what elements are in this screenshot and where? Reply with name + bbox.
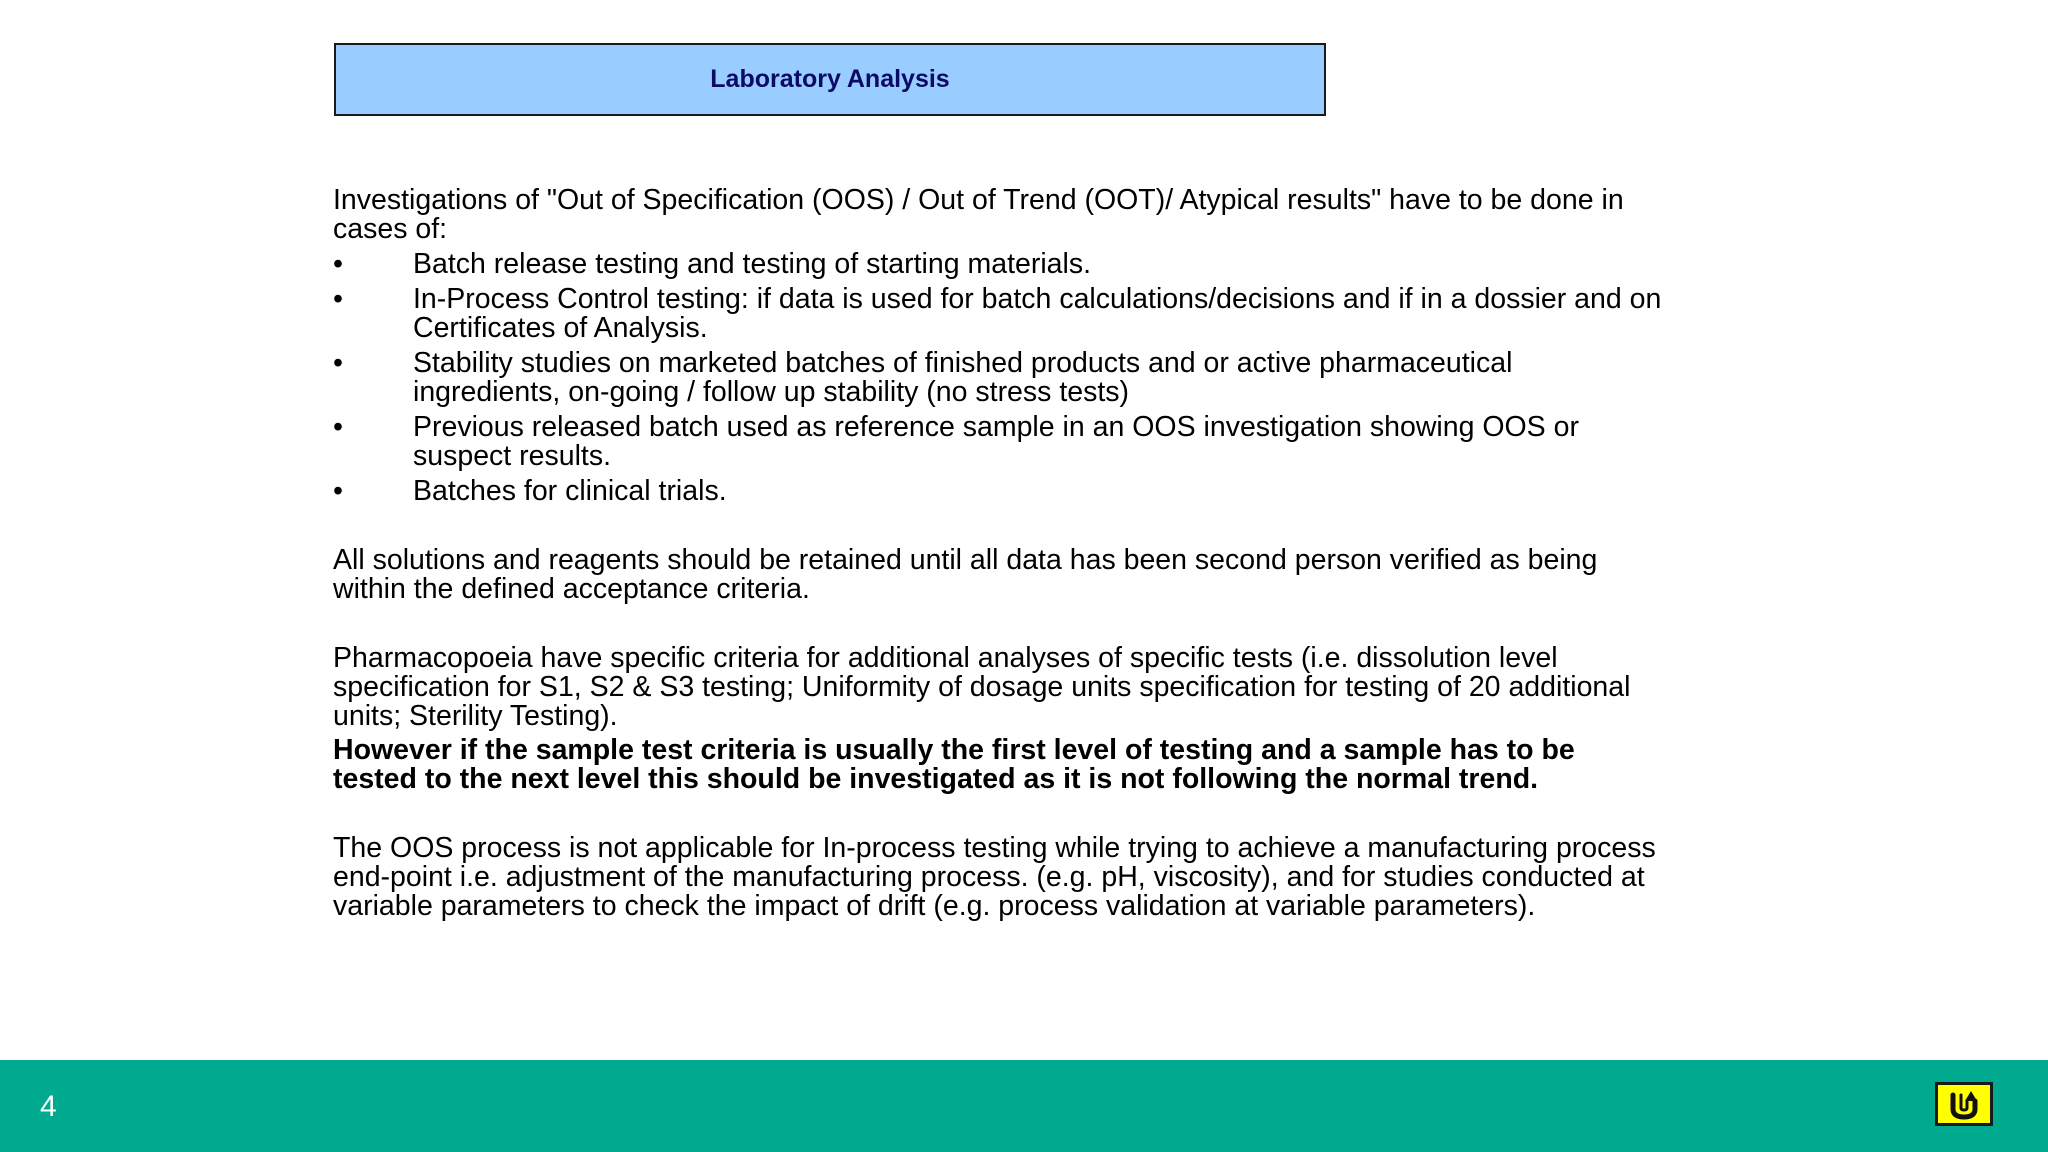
list-item-text: Batch release testing and testing of starting materials. bbox=[413, 248, 1092, 280]
title-box bbox=[334, 43, 1326, 116]
list-item-text: Batches for clinical trials. bbox=[413, 475, 727, 507]
bullet-icon: • bbox=[333, 347, 343, 379]
bullet-icon: • bbox=[333, 411, 343, 443]
bullet-icon: • bbox=[333, 248, 343, 280]
oos-process-paragraph: The OOS process is not applicable for In-process testing while trying to achieve a manufacturing process end-point i.e. adjustment of the manufacturing process. (e.g. pH, viscosity), and for studies conducted at variable parameters to check the impact of drift (e.g. process validation at variable parameters). bbox=[333, 832, 1656, 922]
page-number: 4 bbox=[40, 1090, 57, 1123]
bullet-icon: • bbox=[333, 283, 343, 315]
slide-title: Laboratory Analysis bbox=[710, 65, 950, 93]
list-item bbox=[333, 349, 1663, 407]
pharmacopoeia-paragraph: Pharmacopoeia have specific criteria for additional analyses of specific tests (i.e. dissolution level specification for S1, S2 & S3 testing; Uniformity of dosage units specification for testing of 20 additional units; Sterility Testing). bbox=[333, 642, 1631, 732]
return-button[interactable] bbox=[1935, 1082, 1993, 1126]
slide-content bbox=[333, 186, 1663, 921]
bullet-icon: • bbox=[333, 475, 343, 507]
u-turn-return-icon bbox=[1944, 1087, 1984, 1121]
spacer bbox=[333, 794, 1663, 834]
list-item bbox=[333, 477, 1663, 506]
list-item-text: In-Process Control testing: if data is used for batch calculations/decisions and if in a dossier and on Certificates of Analysis. bbox=[413, 283, 1662, 344]
list-item bbox=[333, 250, 1663, 279]
list-item-text: Previous released batch used as reference sample in an OOS investigation showing OOS or suspect results. bbox=[413, 411, 1579, 472]
case-list bbox=[333, 250, 1663, 506]
bold-note-paragraph: However if the sample test criteria is usually the first level of testing and a sample has to be tested to the next level this should be investigated as it is not following the normal trend. bbox=[333, 734, 1575, 795]
retention-paragraph: All solutions and reagents should be retained until all data has been second person verified as being within the defined acceptance criteria. bbox=[333, 544, 1598, 605]
spacer bbox=[333, 506, 1663, 546]
list-item bbox=[333, 285, 1663, 343]
footer-bar bbox=[0, 1060, 2048, 1152]
spacer bbox=[333, 604, 1663, 644]
intro-paragraph: Investigations of "Out of Specification (OOS) / Out of Trend (OOT)/ Atypical results" have to be done in cases of: bbox=[333, 184, 1624, 245]
list-item bbox=[333, 413, 1663, 471]
list-item-text: Stability studies on marketed batches of finished products and or active pharmaceutical ingredients, on-going / follow up stability (no stress tests) bbox=[413, 347, 1513, 408]
